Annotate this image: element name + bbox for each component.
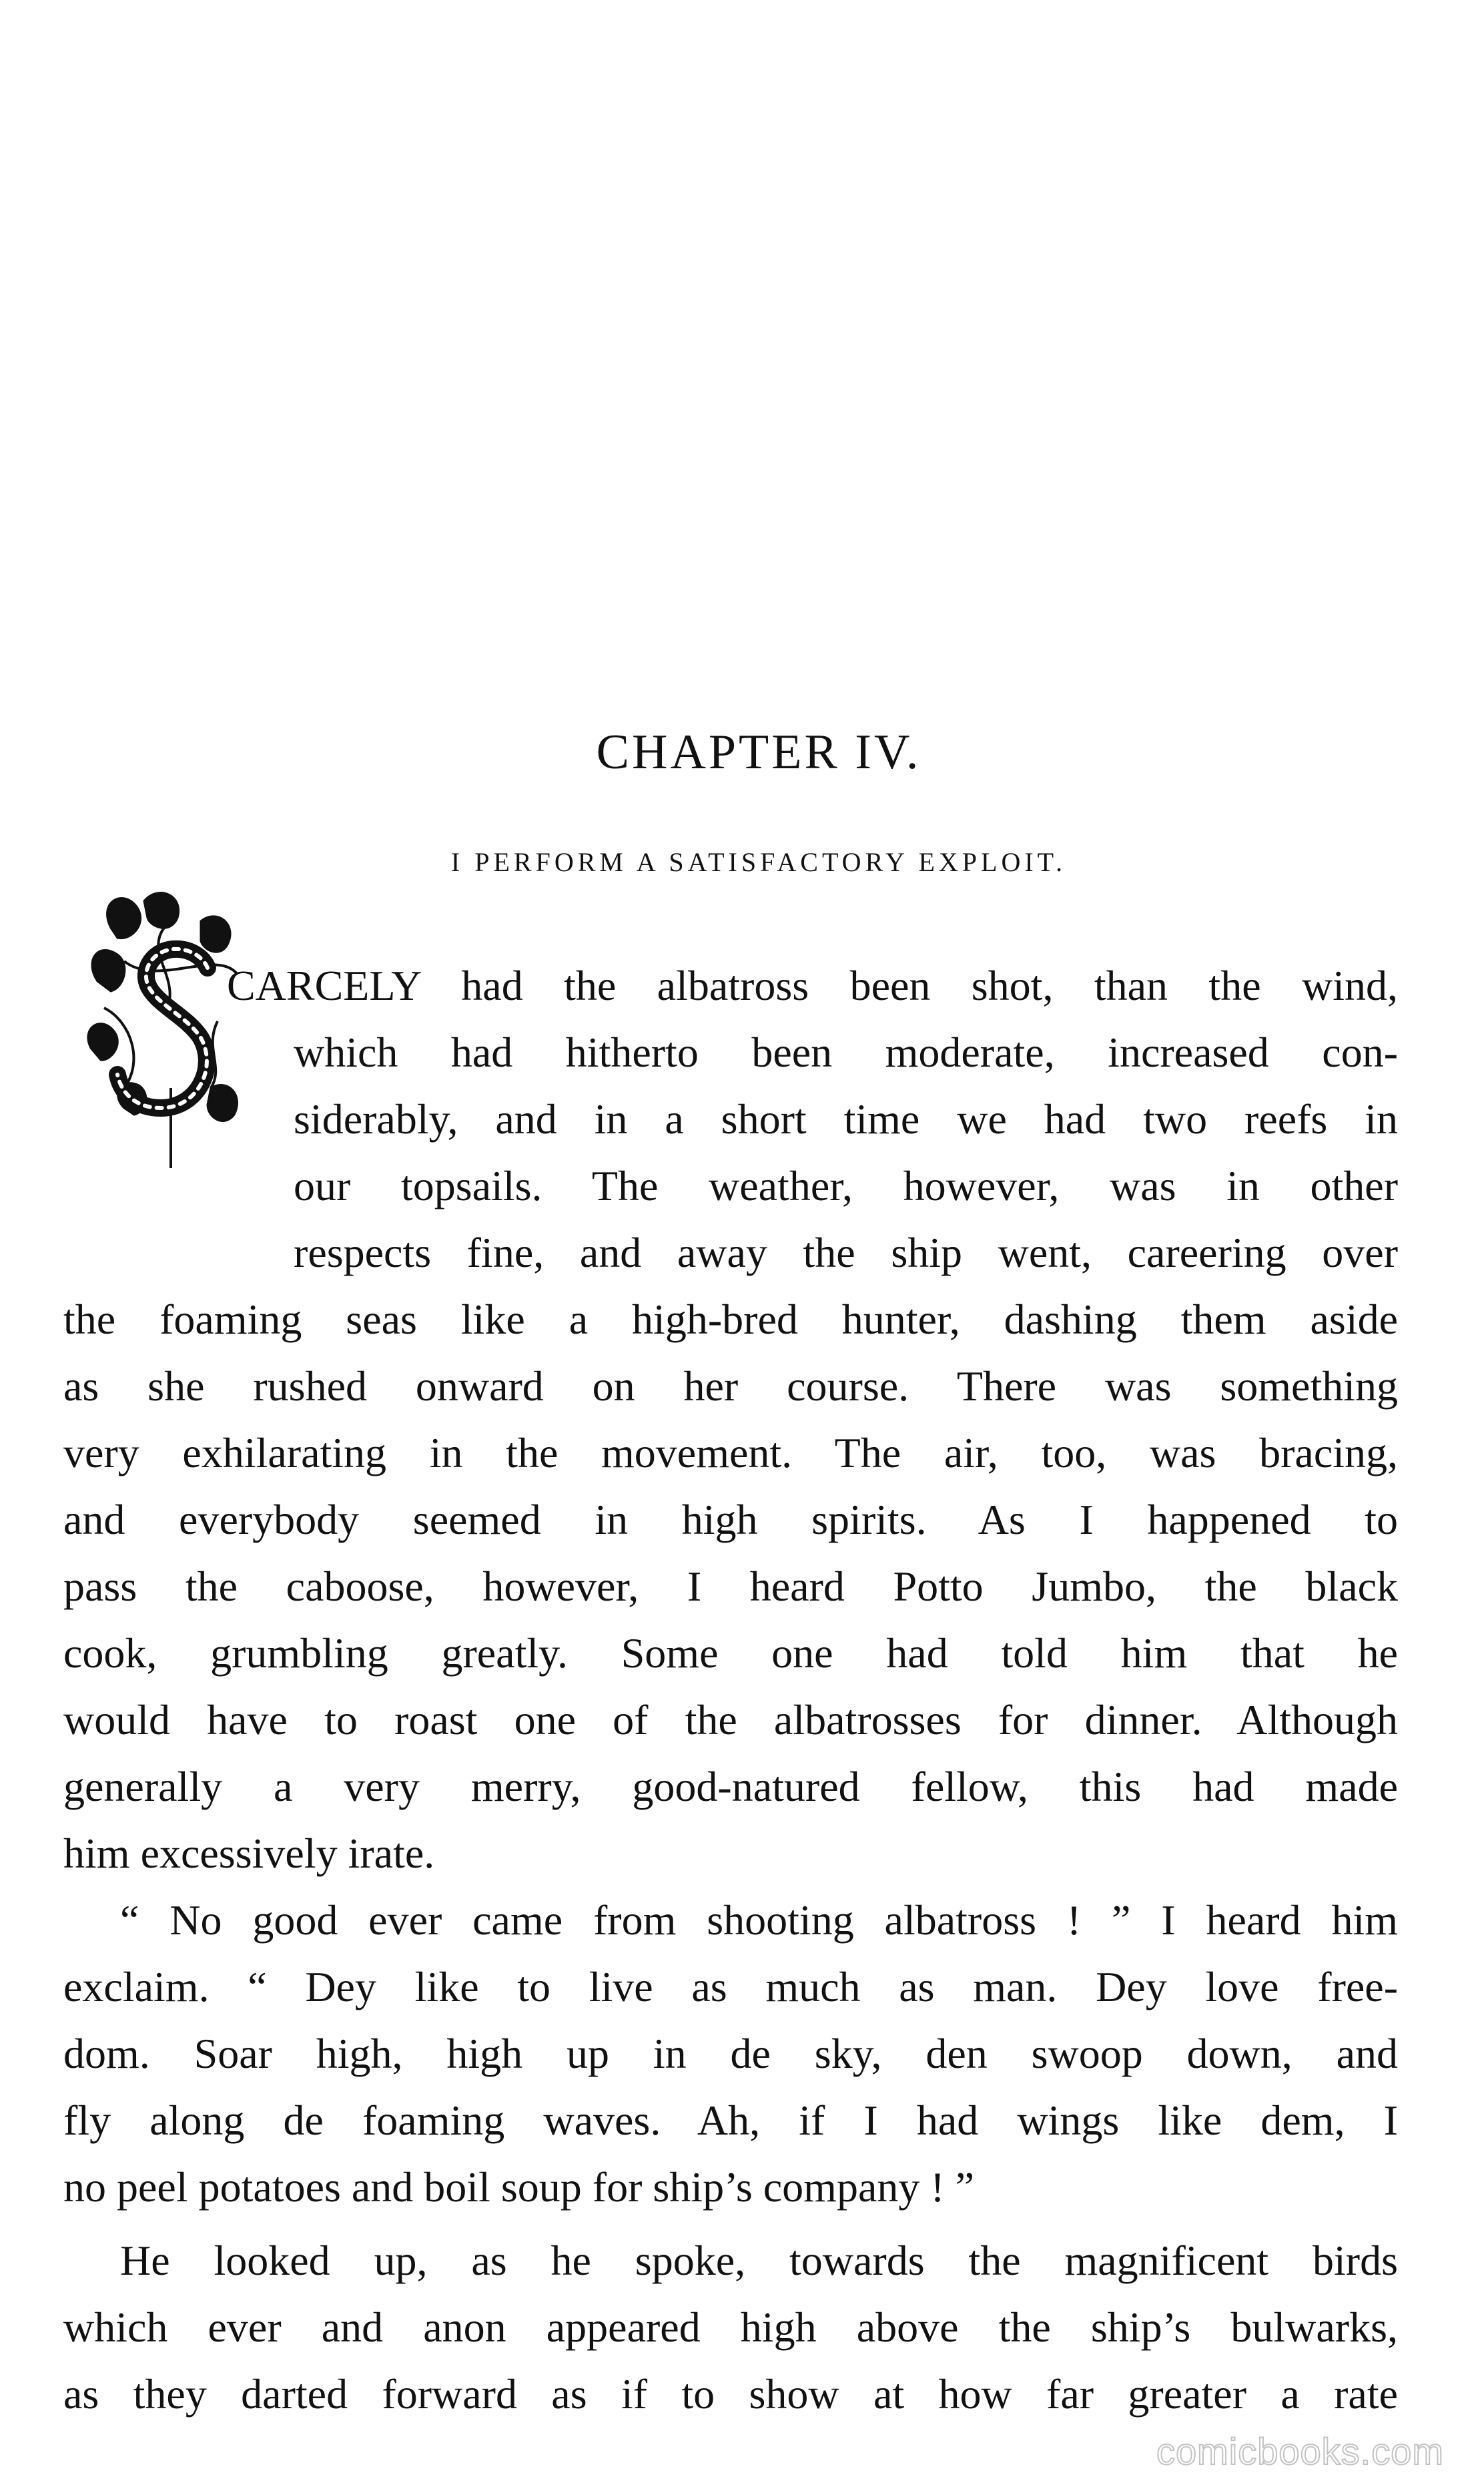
watermark: comicbooks.com — [1156, 2430, 1444, 2472]
text-line: dom. Soar high, high up in de sky, den swoop down, and — [63, 2030, 1398, 2077]
text-line: cook, grumbling greatly. Some one had told him that he — [63, 1629, 1398, 1677]
text-line: which ever and anon appeared high above the ship’s bulwarks, — [63, 2303, 1398, 2351]
text-line: “ No good ever came from shooting albatross ! ” I heard him — [120, 1896, 1398, 1944]
text-line: which had hitherto been moderate, increased con- — [294, 1029, 1398, 1076]
text-line: very exhilarating in the movement. The air, too, was bracing, — [63, 1429, 1398, 1476]
text-line: the foaming seas like a high-bred hunter, dashing them aside — [63, 1296, 1398, 1343]
text-line: no peel potatoes and boil soup for ship’s company ! ” — [63, 2163, 975, 2211]
chapter-subtitle: I PERFORM A SATISFACTORY EXPLOIT. — [450, 847, 1067, 877]
text-line: CARCELY had the albatross been shot, than the wind, — [227, 962, 1398, 1009]
text-line: respects fine, and away the ship went, careering over — [294, 1229, 1398, 1276]
text-line: exclaim. “ Dey like to live as much as man. Dey love free- — [63, 1963, 1398, 2010]
paragraph-2 — [63, 1887, 1398, 2221]
text-line: fly along de foaming waves. Ah, if I had wings like dem, I — [63, 2097, 1398, 2144]
paragraph-3 — [63, 2227, 1398, 2428]
text-line: as she rushed onward on her course. There was something — [63, 1362, 1398, 1410]
paragraph-1 — [63, 952, 1398, 1887]
text-line: and everybody seemed in high spirits. As I happened to — [63, 1496, 1398, 1543]
text-line: pass the caboose, however, I heard Potto Jumbo, the black — [63, 1563, 1398, 1610]
text-line: would have to roast one of the albatrosses for dinner. Although — [63, 1696, 1398, 1743]
text-line: He looked up, as he spoke, towards the magnificent birds — [120, 2237, 1398, 2284]
text-line: our topsails. The weather, however, was in other — [294, 1162, 1398, 1209]
chapter-title: CHAPTER IV. — [596, 725, 921, 780]
text-line: generally a very merry, good-natured fellow, this had made — [63, 1763, 1398, 1810]
text-line: him excessively irate. — [63, 1830, 435, 1877]
text-line: as they darted forward as if to show at how far greater a rate — [63, 2370, 1398, 2418]
text-line: siderably, and in a short time we had two reefs in — [294, 1095, 1398, 1143]
